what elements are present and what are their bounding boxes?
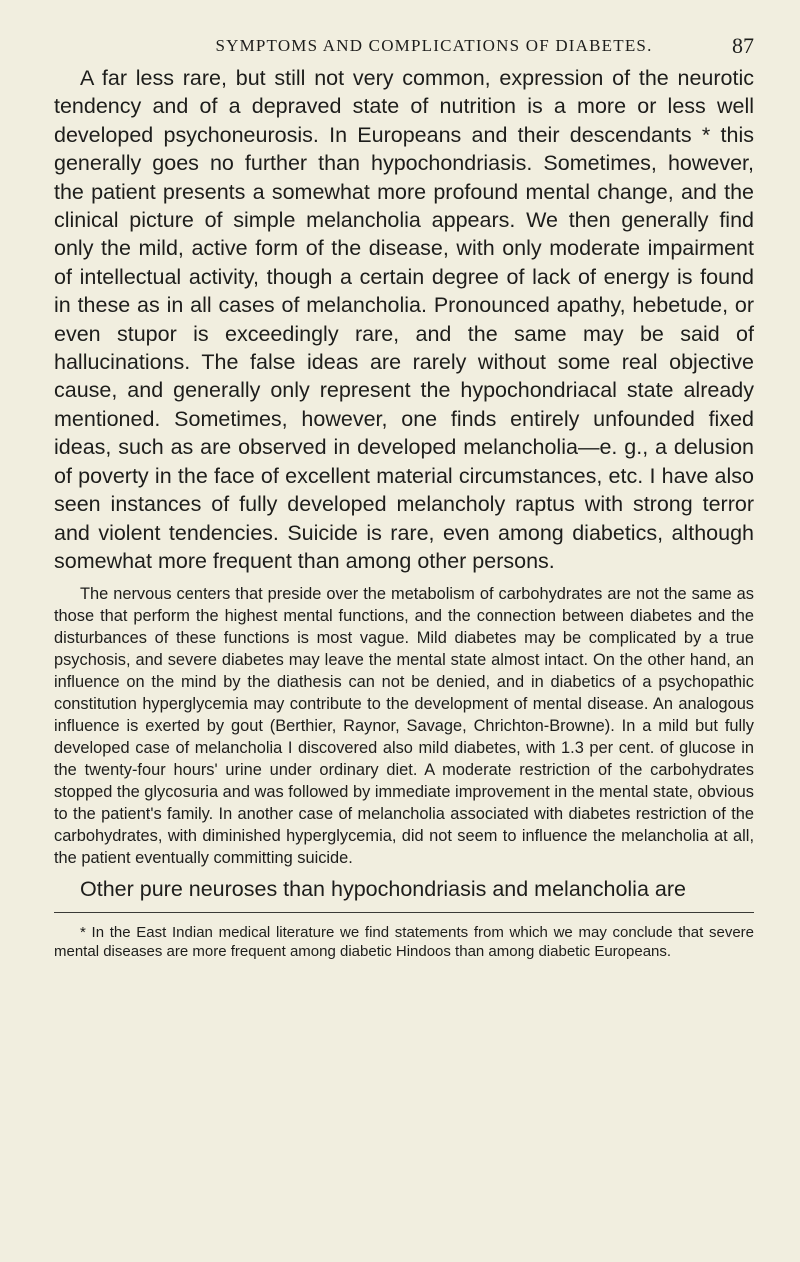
main-text-block (54, 64, 754, 575)
running-title: SYMPTOMS AND COMPLICATIONS OF DIABETES. (215, 36, 653, 55)
small-print-block (54, 583, 754, 869)
book-page (54, 30, 754, 961)
footnote-rule (54, 912, 754, 913)
main-text-continued (54, 875, 754, 903)
running-head (54, 30, 754, 62)
page-number: 87 (732, 33, 754, 58)
small-print-paragraph: The nervous centers that preside over the metabolism of carbohydrates are not the same as those that perform the highest mental functions, and the connection between diabetes and the disturbances of these functions is most vague. Mild diabetes may be complicated by a true psychosis, and severe diabetes may leave the mental state almost intact. On the other hand, an influence on the mind by the diathesis can not be denied, and in diabetics of a psychopathic constitution hyperglycemia may contribute to the development of mental disease. An analogous influence is exerted by gout (Berthier, Raynor, Savage, Chrichton-Browne). In a mild but fully developed case of melancholia I discovered also mild diabetes, with 1.3 per cent. of glucose in the twenty-four hours' urine under ordinary diet. A moderate restriction of the carbohydrates stopped the glycosuria and was followed by immediate improvement in the mental state, obvious to the patient's family. In another case of melancholia associated with diabetes restriction of the carbohydrates, with diminished hyperglycemia, did not seem to influence the melancholia at all, the patient eventually committing suicide. (54, 585, 754, 868)
paragraph-2-start: Other pure neuroses than hypochondriasis and melancholia are (80, 877, 686, 902)
footnote-text: * In the East Indian medical literature we find statements from which we may conclude that severe mental diseases are more frequent among diabetic Hindoos than among diabetic Europeans. (54, 923, 754, 960)
paragraph-1: A far less rare, but still not very common, expression of the neurotic tendency and of a depraved state of nutrition is a more or less well developed psychoneurosis. In Europeans and their descendants * this generally goes no further than hypochondriasis. Sometimes, however, the patient presents a somewhat more profound mental change, and the clinical picture of simple melancholia appears. We then generally find only the mild, active form of the disease, with only moderate impairment of intellectual activity, though a certain degree of lack of energy is found in these as in all cases of melancholia. Pronounced apathy, hebetude, or even stupor is exceedingly rare, and the same may be said of hallucinations. The false ideas are rarely without some real objective cause, and generally only represent the hypochondriacal state already mentioned. Sometimes, however, one finds entirely unfounded fixed ideas, such as are observed in developed melancholia—e. g., a delusion of poverty in the face of excellent material circumstances, etc. I have also seen instances of fully developed melancholy raptus with strong terror and violent tendencies. Suicide is rare, even among diabetics, although somewhat more frequent than among other persons. (54, 66, 754, 573)
footnote (54, 923, 754, 961)
